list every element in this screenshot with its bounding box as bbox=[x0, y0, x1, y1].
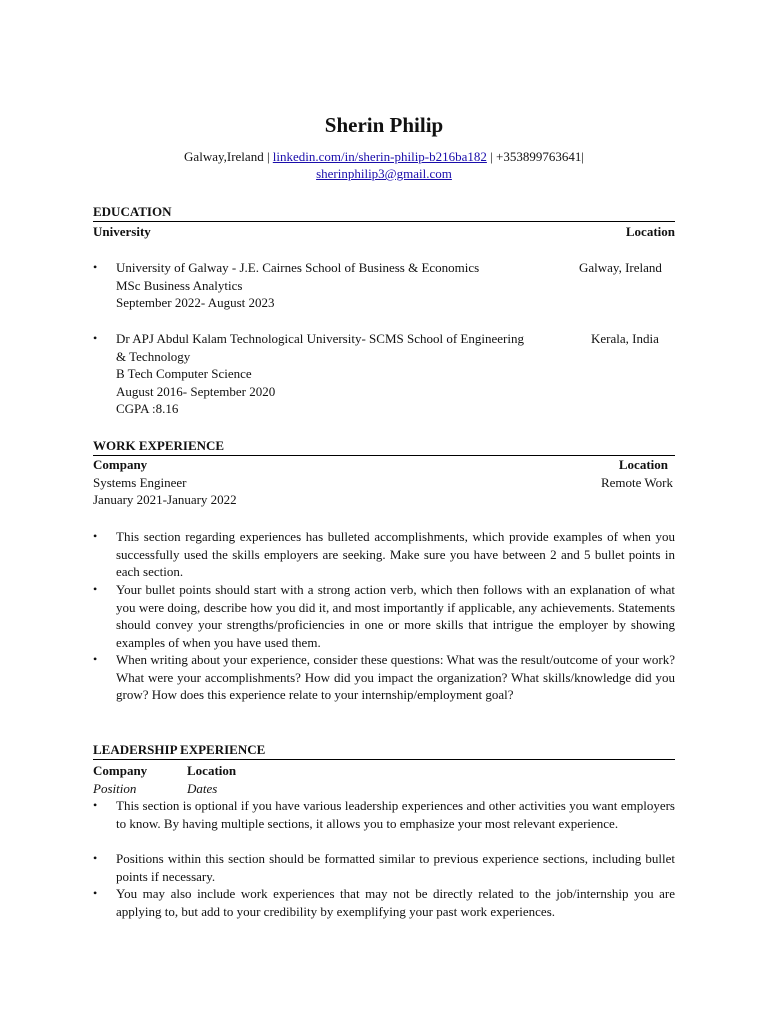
bullet-glyph: • bbox=[93, 851, 98, 865]
phone-text: | +353899763641| bbox=[490, 149, 584, 164]
list-item-text: Positions within this section should be formatted similar to previous experience sections, including bullet points if necessary. bbox=[116, 851, 675, 884]
list-item bbox=[93, 885, 675, 920]
list-item bbox=[93, 797, 675, 850]
leadership-col-location: Location bbox=[187, 763, 237, 778]
education-entry bbox=[93, 259, 675, 319]
linkedin-link[interactable]: linkedin.com/in/sherin-philip-b216ba182 bbox=[272, 149, 487, 164]
education-entry bbox=[93, 330, 675, 420]
bullet-glyph: • bbox=[93, 582, 98, 596]
education-divider bbox=[93, 221, 675, 222]
leadership-col-company: Company bbox=[93, 763, 148, 778]
institution-location: Kerala, India bbox=[591, 331, 659, 346]
institution-location: Galway, Ireland bbox=[579, 260, 662, 275]
work-position: Systems Engineer bbox=[93, 475, 187, 490]
work-dates: January 2021-January 2022 bbox=[93, 492, 237, 507]
institution-name-cont: & Technology bbox=[116, 348, 191, 364]
email-link[interactable]: sherinphilip3@gmail.com bbox=[316, 166, 452, 181]
education-heading: EDUCATION bbox=[93, 204, 172, 219]
leadership-position: Position bbox=[93, 781, 137, 796]
education-col-university: University bbox=[93, 224, 151, 239]
bullet-glyph: • bbox=[93, 798, 98, 812]
bullet-glyph: • bbox=[93, 331, 98, 345]
resume-page bbox=[93, 0, 675, 1024]
list-item bbox=[93, 651, 675, 721]
candidate-name: Sherin Philip bbox=[324, 113, 444, 137]
email-line bbox=[93, 166, 675, 182]
bullet-glyph: • bbox=[93, 260, 98, 274]
work-heading: WORK EXPERIENCE bbox=[93, 438, 225, 453]
leadership-dates: Dates bbox=[187, 781, 218, 796]
list-item-text: This section is optional if you have various leadership experiences and other activities you want employers to know. By having multiple sections, it allows you to emphasize your most relevant experience. bbox=[116, 798, 675, 831]
list-item bbox=[93, 850, 675, 885]
degree-name: MSc Business Analytics bbox=[116, 277, 243, 293]
location-text: Galway,Ireland | bbox=[184, 149, 270, 164]
list-item-text: This section regarding experiences has bulleted accomplishments, which provide examples of when you successfully used the skills employers are seeking. Make sure you have between 2 and 5 bullet points in each section. bbox=[116, 529, 675, 579]
work-divider bbox=[93, 455, 675, 456]
bullet-glyph: • bbox=[93, 886, 98, 900]
degree-cgpa: CGPA :8.16 bbox=[116, 401, 179, 416]
list-item bbox=[93, 581, 675, 651]
list-item-text: Your bullet points should start with a strong action verb, which then follows with an explanation of what you were doing, describe how you did it, and most importantly if applicable, any achievements. Statements should convey your strengths/proficiencies in one or more skills that intrigue the employer by showing examples of when you have used them. bbox=[116, 582, 675, 650]
leadership-heading: LEADERSHIP EXPERIENCE bbox=[93, 742, 266, 757]
institution-name: University of Galway - J.E. Cairnes School of Business & Economics bbox=[116, 260, 480, 275]
leadership-divider bbox=[93, 759, 675, 760]
institution-name: Dr APJ Abdul Kalam Technological University- SCMS School of Engineering bbox=[116, 331, 524, 346]
education-col-location: Location bbox=[625, 224, 675, 239]
work-bullet-list bbox=[93, 528, 675, 721]
degree-dates: August 2016- September 2020 bbox=[116, 383, 276, 399]
contact-line bbox=[93, 149, 675, 165]
leadership-bullet-list bbox=[93, 797, 675, 920]
work-col-location: Location bbox=[618, 457, 668, 472]
bullet-glyph: • bbox=[93, 529, 98, 543]
list-item-text: When writing about your experience, consider these questions: What was the result/outcome of your work? What were your accomplishments? How did you impact the organization? What skills/knowledge did you grow? How does this experience relate to your internship/employment goal? bbox=[116, 652, 675, 702]
work-mode: Remote Work bbox=[600, 475, 673, 490]
work-col-company: Company bbox=[93, 457, 148, 472]
bullet-glyph: • bbox=[93, 652, 98, 666]
degree-dates: September 2022- August 2023 bbox=[116, 295, 275, 310]
list-item bbox=[93, 528, 675, 581]
degree-name: B Tech Computer Science bbox=[116, 366, 252, 381]
list-item-text: You may also include work experiences that may not be directly related to the job/internship you are applying to, but add to your credibility by exemplifying your past work experiences. bbox=[116, 886, 675, 919]
